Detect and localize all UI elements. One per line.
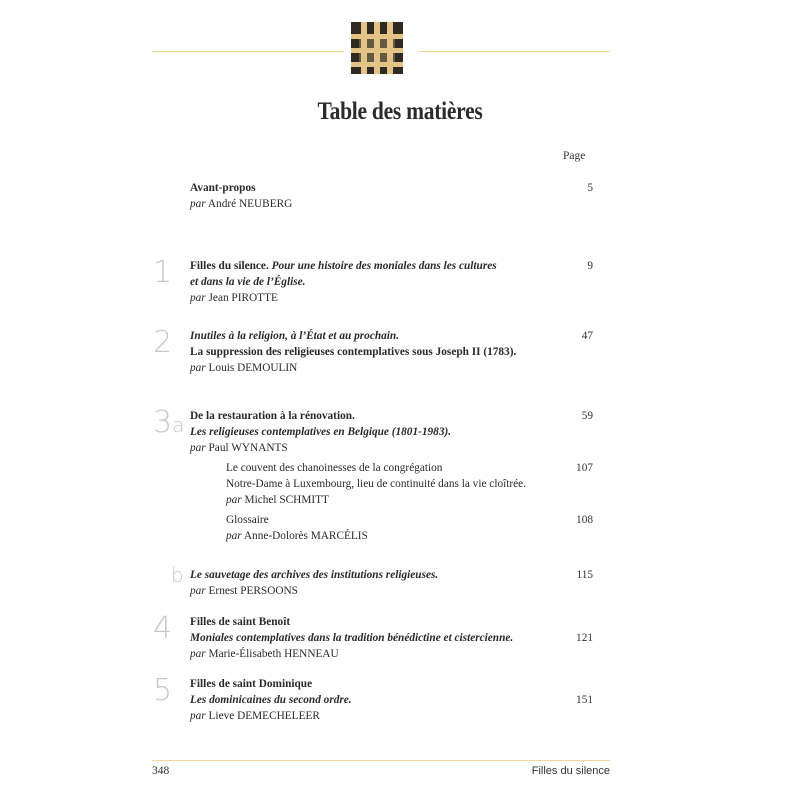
author-name: Lieve DEMECHELEER <box>205 710 320 722</box>
author-name: Louis DEMOULIN <box>205 362 298 374</box>
entry-text: Filles du silence. <box>190 260 272 272</box>
entry-author <box>226 492 329 508</box>
chapter-numeral <box>153 611 173 646</box>
author-prefix: par <box>190 198 206 210</box>
entry-text: Le couvent des chanoinesses de la congrégation <box>226 462 443 474</box>
header-rule-right <box>418 51 610 52</box>
chapter-numeral <box>153 325 173 360</box>
entry-title <box>190 614 290 630</box>
author-name: Paul WYNANTS <box>205 442 288 454</box>
chapter-numeral <box>153 405 185 440</box>
author-prefix: par <box>190 710 206 722</box>
entry-page-number: 47 <box>581 330 593 342</box>
entry-title <box>190 180 256 196</box>
entry-author <box>190 440 288 456</box>
author-prefix: par <box>190 292 206 304</box>
entry-title <box>190 258 497 274</box>
header-rule-left <box>152 51 344 52</box>
author-name: Ernest PERSOONS <box>205 585 298 597</box>
entry-text: et dans la vie de l’Église. <box>190 276 306 288</box>
entry-page-number: 108 <box>576 514 593 526</box>
entry-page-number: 151 <box>576 694 593 706</box>
entry-text: Inutiles à la religion, à l’État et au prochain. <box>190 330 400 342</box>
entry-text: De la restauration à la rénovation. <box>190 410 355 422</box>
chapter-number: 5 <box>153 673 173 708</box>
entry-title <box>190 676 312 692</box>
chapter-number: 2 <box>153 325 173 360</box>
entry-subtitle <box>190 424 451 440</box>
page-title: Table des matières <box>317 98 483 125</box>
author-prefix: par <box>190 648 206 660</box>
entry-text: Pour une histoire des moniales dans les cultures <box>271 260 497 272</box>
author-name: Michel SCHMITT <box>241 494 329 506</box>
entry-subtitle <box>190 692 352 708</box>
footer-rule <box>152 760 610 761</box>
entry-text: Filles de saint Benoît <box>190 616 291 628</box>
chapter-numeral <box>171 565 184 585</box>
entry-text: Les dominicaines du second ordre. <box>190 694 352 706</box>
footer-page-number: 348 <box>152 765 170 777</box>
entry-text: Notre-Dame à Luxembourg, lieu de continuité dans la vie cloîtrée. <box>226 478 526 490</box>
entry-subtitle <box>226 476 526 492</box>
entry-title <box>190 567 438 583</box>
chapter-number: 4 <box>153 611 173 646</box>
entry-title <box>226 460 442 476</box>
entry-page-number: 5 <box>587 182 593 194</box>
entry-text: Avant-propos <box>190 182 256 194</box>
entry-author <box>190 646 339 662</box>
entry-subtitle <box>190 630 513 646</box>
entry-subtitle <box>190 344 516 360</box>
chapter-number: 1 <box>153 255 173 290</box>
chapter-number: b <box>171 563 184 587</box>
entry-author <box>190 290 278 306</box>
entry-title <box>190 408 355 424</box>
entry-title <box>226 512 269 528</box>
author-prefix: par <box>190 585 206 597</box>
entry-subtitle <box>190 274 305 290</box>
entry-text: La suppression des religieuses contemplatives sous Joseph II (1783). <box>190 346 517 358</box>
entry-author <box>190 708 320 724</box>
footer-running-title: Filles du silence <box>531 765 610 777</box>
grille-emblem-icon <box>351 22 403 74</box>
entry-text: Les religieuses contemplatives en Belgique (1801-1983). <box>190 426 452 438</box>
author-name: André NEUBERG <box>205 198 293 210</box>
entry-text: Le sauvetage des archives des institutions religieuses. <box>190 569 439 581</box>
author-name: Marie-Élisabeth HENNEAU <box>205 648 339 660</box>
entry-page-number: 115 <box>576 569 593 581</box>
entry-page-number: 9 <box>587 260 593 272</box>
page-column-label: Page <box>563 150 586 162</box>
chapter-numeral <box>153 255 173 290</box>
entry-author <box>190 196 292 212</box>
author-prefix: par <box>190 442 206 454</box>
entry-text: Moniales contemplatives dans la tradition bénédictine et cistercienne. <box>190 632 514 644</box>
entry-text: Filles de saint Dominique <box>190 678 313 690</box>
entry-author <box>226 528 368 544</box>
chapter-number-suffix: a <box>172 413 185 437</box>
author-prefix: par <box>226 494 242 506</box>
entry-page-number: 121 <box>576 632 593 644</box>
entry-page-number: 107 <box>576 462 593 474</box>
author-prefix: par <box>190 362 206 374</box>
entry-title <box>190 328 399 344</box>
chapter-numeral <box>153 673 173 708</box>
entry-page-number: 59 <box>581 410 593 422</box>
chapter-number: 3 <box>153 405 173 440</box>
entry-author <box>190 583 298 599</box>
entry-text: Glossaire <box>226 514 269 526</box>
entry-author <box>190 360 297 376</box>
author-name: Jean PIROTTE <box>205 292 278 304</box>
author-prefix: par <box>226 530 242 542</box>
author-name: Anne-Dolorès MARCÉLIS <box>241 530 368 542</box>
